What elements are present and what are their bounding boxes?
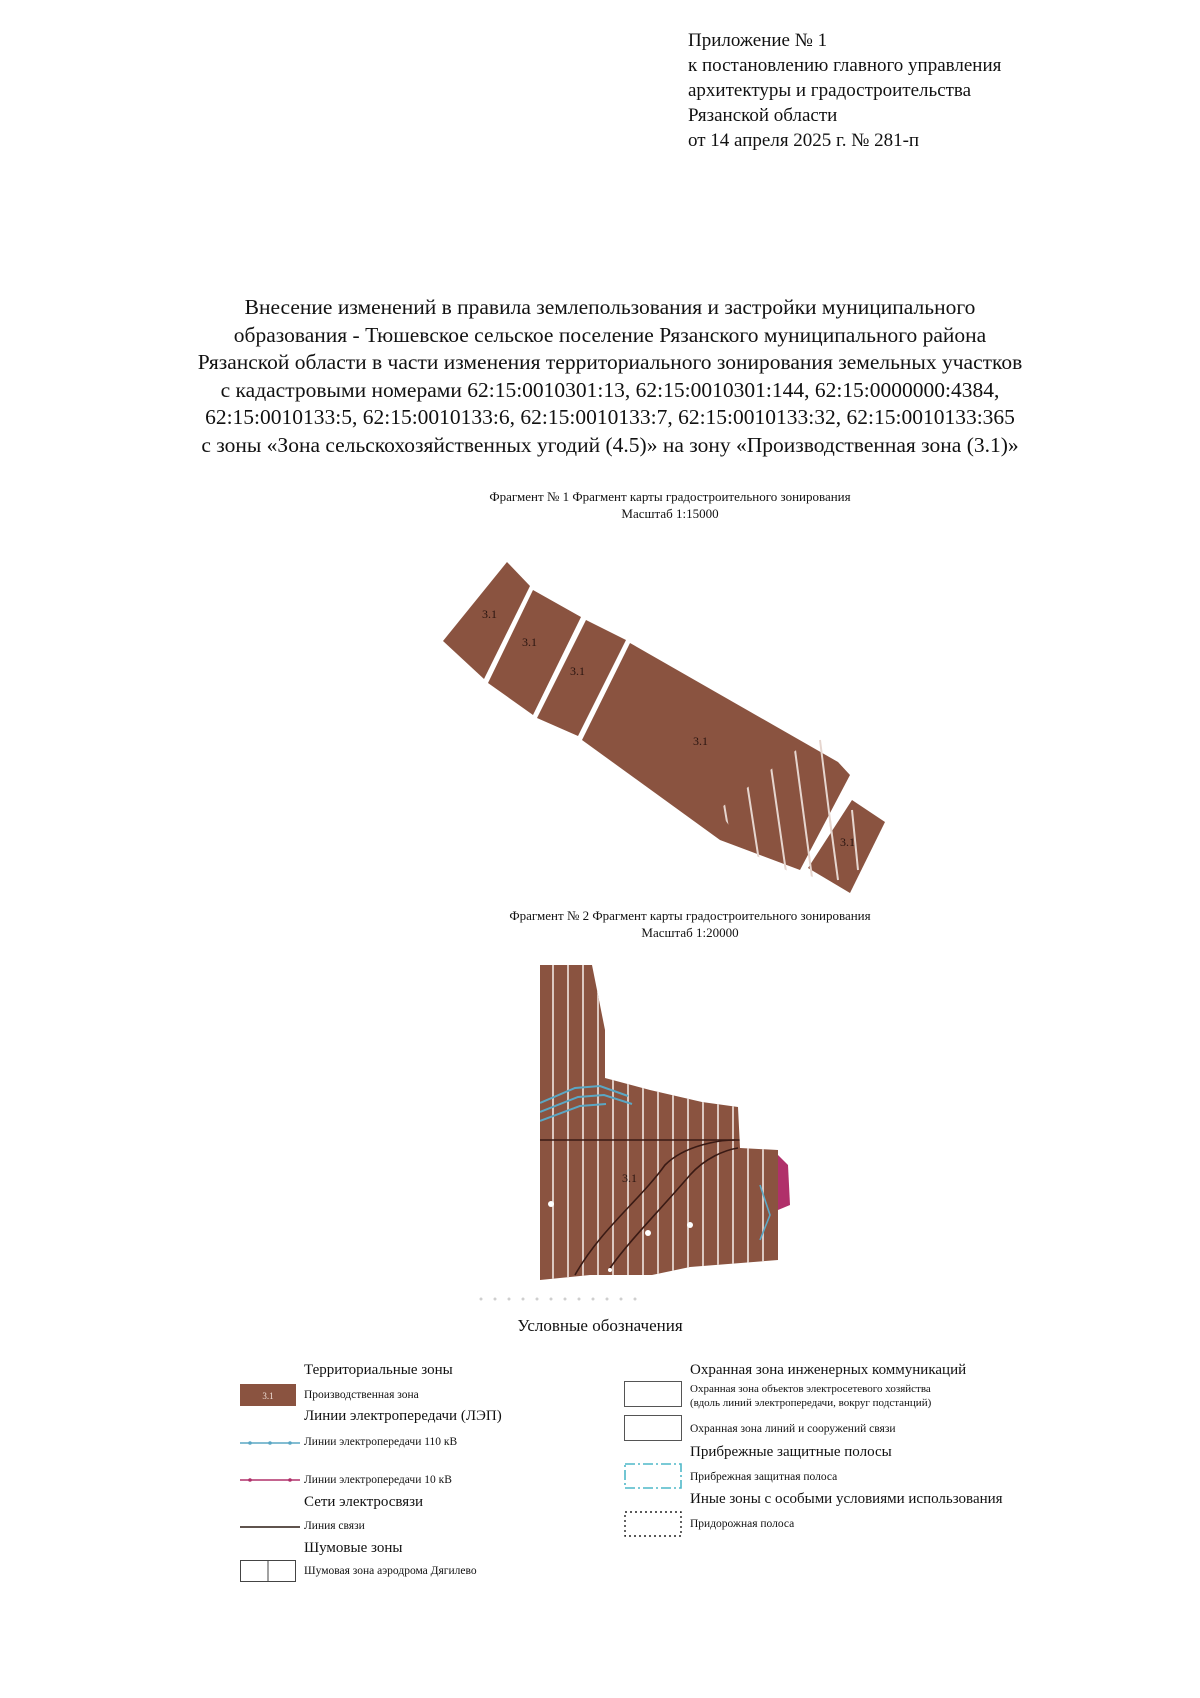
fragment2-dots — [480, 1298, 637, 1301]
title-line: с кадастровыми номерами 62:15:0010301:13, 62:15:0010301:144, 62:15:0000000:4384, — [220, 377, 1000, 402]
legend-comm-line: Линия связи — [304, 1520, 365, 1532]
legend-noise-header: Шумовые зоны — [304, 1540, 403, 1556]
legend-coastal-strip: Прибрежная защитная полоса — [690, 1471, 838, 1483]
legend-line-10kv: Линии электропередачи 10 кВ — [304, 1474, 452, 1486]
zone-label: 3.1 — [693, 734, 708, 748]
title-line: с зоны «Зона сельскохозяйственных угодий (4.5)» на зону «Производственная зона (3.1)» — [201, 432, 1019, 457]
annex-line: Рязанской области — [688, 105, 838, 126]
zone-label: 3.1 — [482, 607, 497, 621]
title-line: 62:15:0010133:5, 62:15:0010133:6, 62:15:0010133:7, 62:15:0010133:32, 62:15:0010133:365 — [205, 405, 1015, 429]
legend-title: Условные обозначения — [517, 1316, 683, 1335]
coastal-strip-swatch — [624, 1463, 682, 1489]
zone-label: 3.1 — [522, 635, 537, 649]
comm-protect-swatch — [624, 1415, 682, 1441]
noise-zone-swatch — [240, 1560, 296, 1582]
fragment1-title: Фрагмент № 1 Фрагмент карты градостроительного зонирования — [489, 489, 851, 504]
line-10kv-symbol — [240, 1475, 300, 1485]
legend-power-lines-header: Линии электропередачи (ЛЭП) — [304, 1408, 502, 1424]
comm-line-symbol — [240, 1522, 300, 1532]
swatch-code: 3.1 — [262, 1391, 274, 1401]
legend-power-protect — [690, 1382, 931, 1410]
title-line: Рязанской области в части изменения территориального зонирования земельных участков — [197, 350, 1023, 374]
line-110kv-symbol — [240, 1438, 300, 1448]
fragment1-scale: Масштаб 1:15000 — [621, 506, 719, 521]
zone-label: 3.1 — [570, 664, 585, 678]
legend-telecom-header: Сети электросвязи — [304, 1494, 424, 1510]
legend-coastal-header: Прибрежные защитные полосы — [690, 1444, 892, 1460]
legend-comm-protect: Охранная зона линий и сооружений связи — [690, 1423, 896, 1435]
zone-label: 3.1 — [840, 835, 855, 849]
zone-label: 3.1 — [622, 1171, 637, 1185]
legend-protect-header: Охранная зона инженерных коммуникаций — [690, 1362, 967, 1378]
fragment2-red-strip — [778, 1155, 790, 1210]
annex-line: от 14 апреля 2025 г. № 281-п — [688, 130, 920, 151]
fragment2-scale: Масштаб 1:20000 — [641, 925, 739, 940]
legend-production-zone: Производственная зона — [304, 1389, 419, 1401]
legend-roadside: Придорожная полоса — [690, 1518, 795, 1530]
roadside-swatch — [624, 1511, 682, 1537]
legend-power-protect-line2: (вдоль линий электропередачи, вокруг подстанций) — [690, 1397, 932, 1409]
legend-line-110kv: Линии электропередачи 110 кВ — [304, 1436, 458, 1448]
legend-noise-zone: Шумовая зона аэродрома Дягилево — [304, 1565, 477, 1577]
production-zone-swatch — [240, 1384, 296, 1406]
annex-line: архитектуры и градостроительства — [688, 80, 972, 101]
fragment2-title: Фрагмент № 2 Фрагмент карты градостроительного зонирования — [509, 908, 871, 923]
legend-other-header: Иные зоны с особыми условиями использования — [690, 1491, 1003, 1507]
legend-territorial-zones: Территориальные зоны — [304, 1362, 453, 1378]
annex-line: к постановлению главного управления — [688, 55, 1002, 76]
legend-power-protect-line1: Охранная зона объектов электросетевого хозяйства — [690, 1383, 931, 1395]
fragment2-parcel — [540, 965, 778, 1280]
title-line: Внесение изменений в правила землепользования и застройки муниципального — [244, 295, 976, 319]
title-line: образования - Тюшевское сельское поселение Рязанского муниципального района — [233, 322, 987, 347]
annex-line: Приложение № 1 — [688, 30, 828, 51]
power-protect-swatch — [624, 1381, 682, 1407]
